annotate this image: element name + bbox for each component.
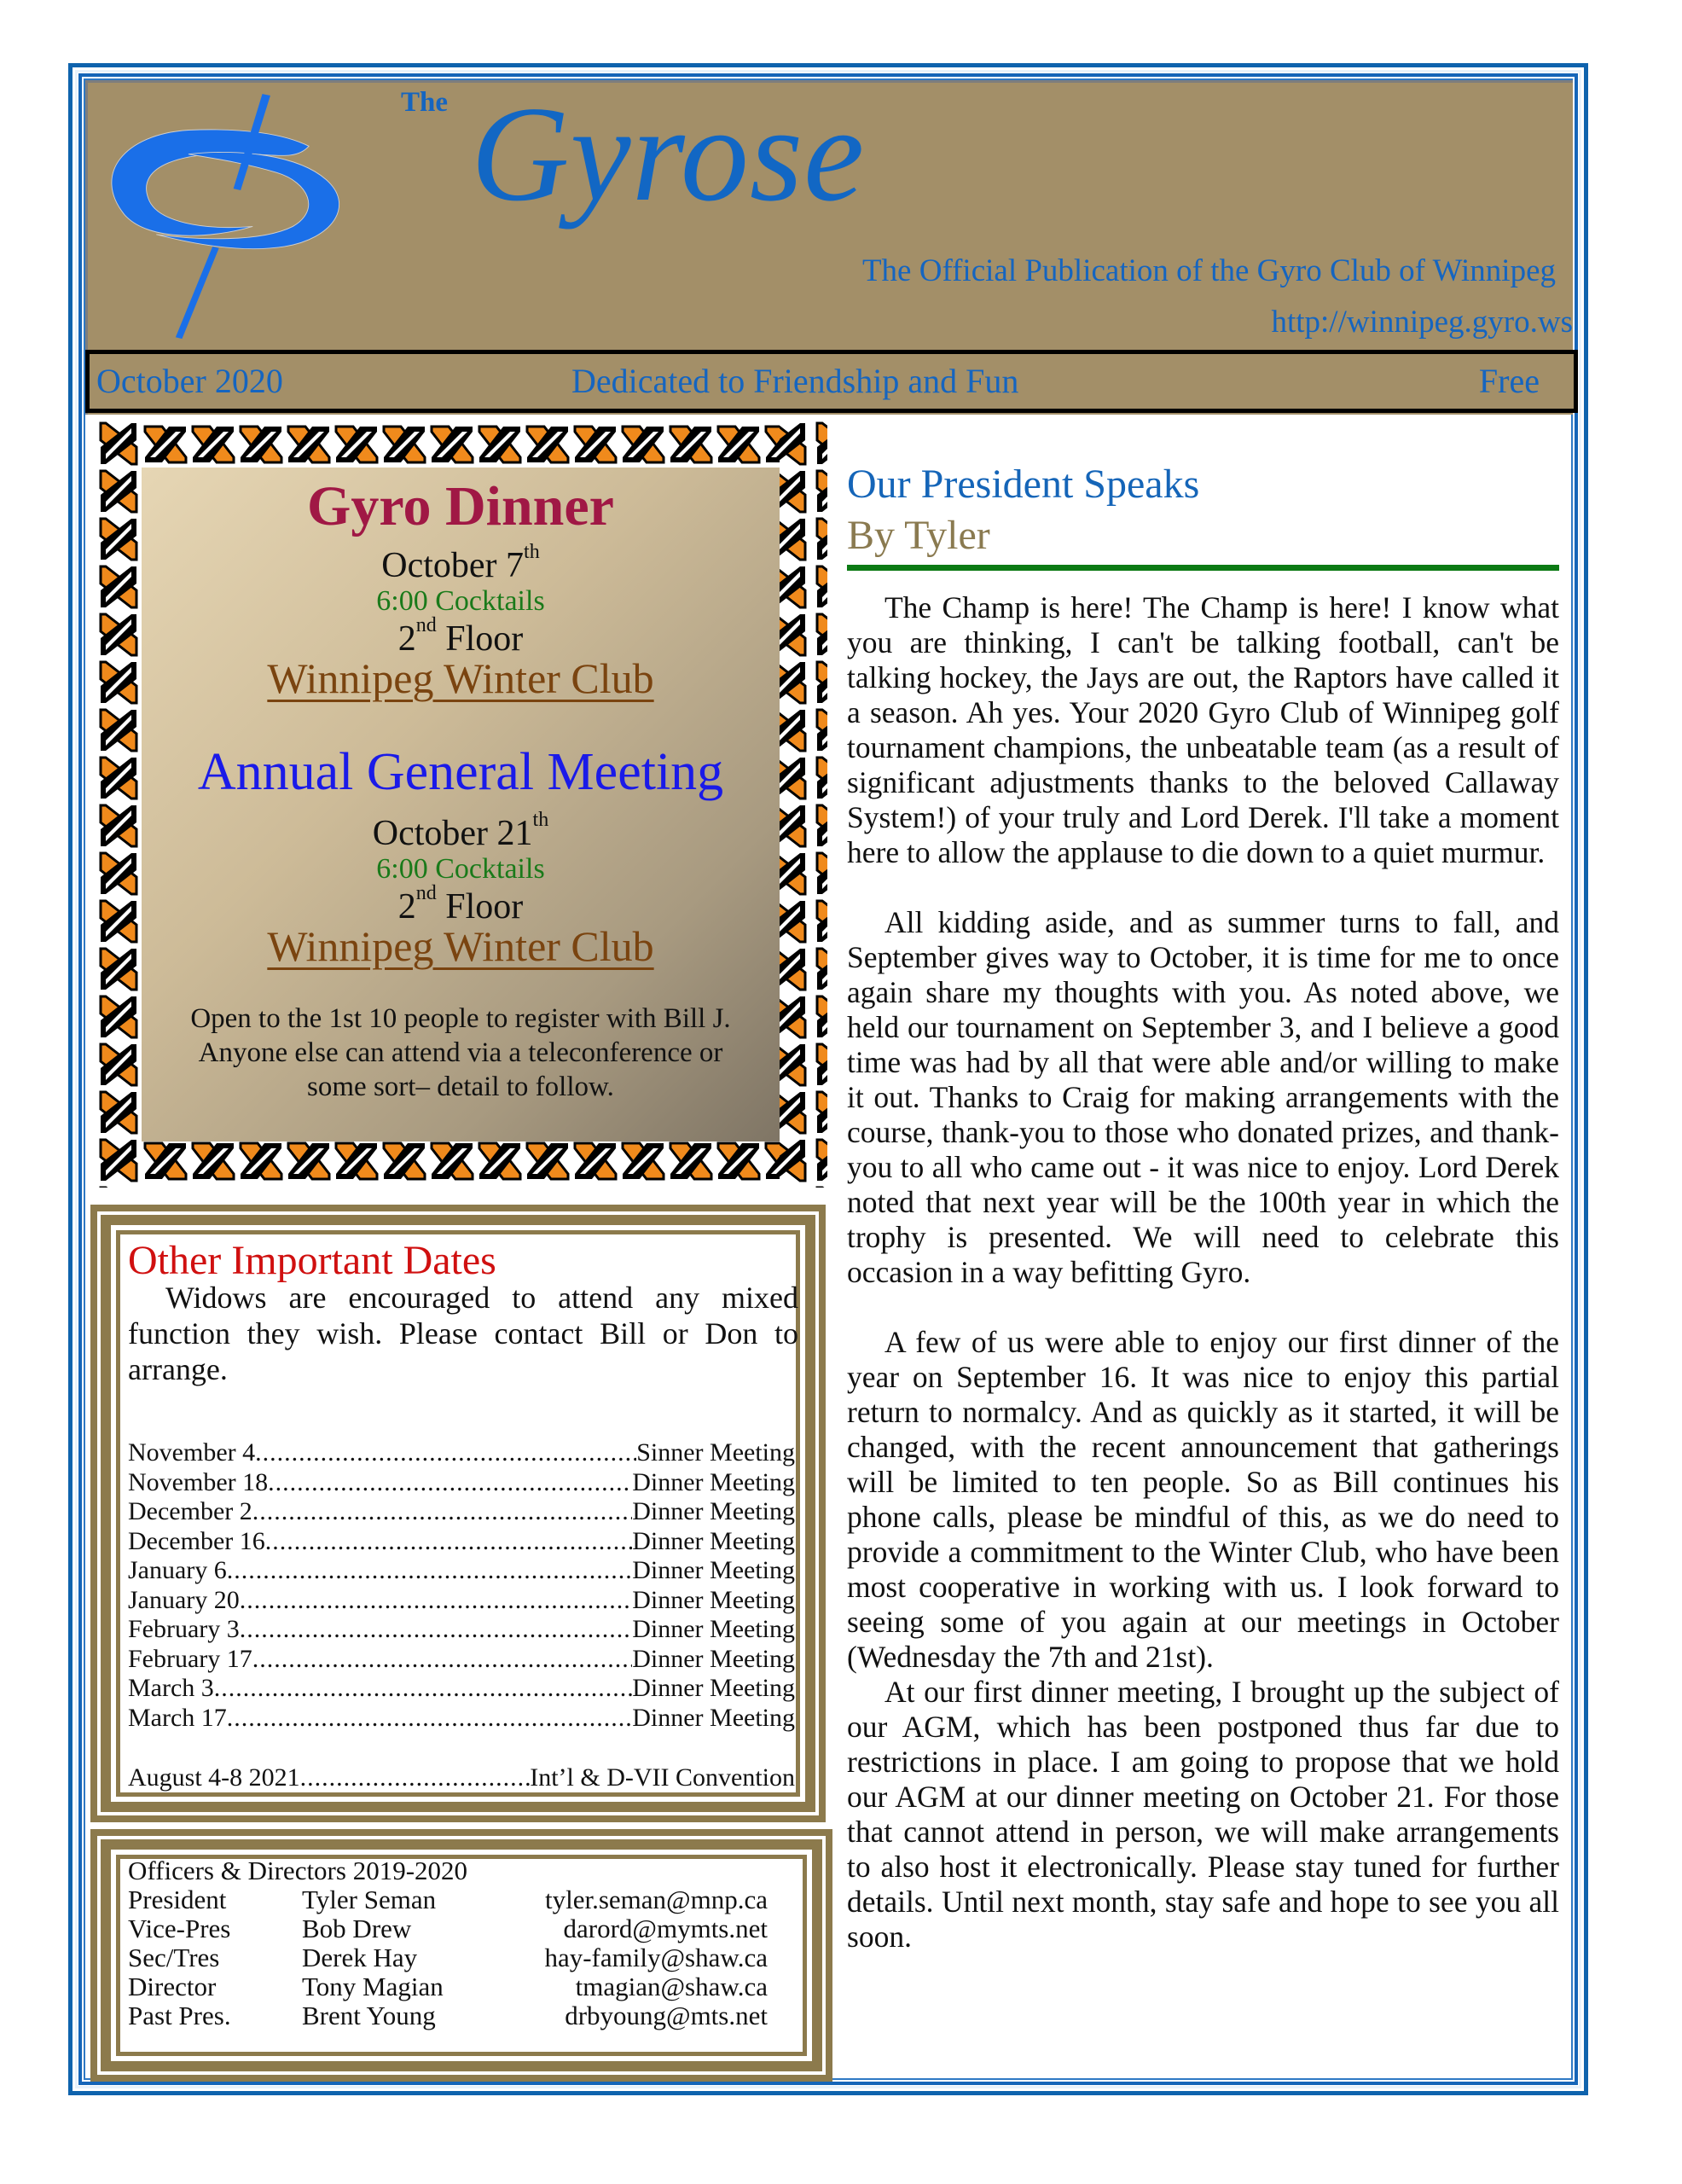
dot-leader xyxy=(227,1704,632,1734)
agm-date-suffix: th xyxy=(532,809,549,831)
agm-note-line: Anyone else can attend via a teleconference or xyxy=(198,1037,723,1068)
tagline: Dedicated to Friendship and Fun xyxy=(571,362,1019,400)
date-row xyxy=(128,1527,795,1557)
date-row xyxy=(128,1645,795,1675)
date-event: Dinner Meeting xyxy=(632,1615,795,1643)
issue-bar xyxy=(85,350,1578,413)
date-event: Dinner Meeting xyxy=(632,1585,795,1614)
other-dates-title: Other Important Dates xyxy=(128,1238,496,1283)
masthead-title: Gyrose xyxy=(471,78,866,229)
agm-title: Annual General Meeting xyxy=(197,743,724,801)
date-row xyxy=(128,1468,795,1498)
dot-leader xyxy=(240,1615,632,1645)
article-byline: By Tyler xyxy=(847,513,990,558)
masthead-subtitle: The Official Publication of the Gyro Club of Winnipeg xyxy=(861,253,1556,288)
agm-note-line: some sort– detail to follow. xyxy=(307,1072,614,1102)
date-row xyxy=(128,1615,795,1645)
date-label: November 18 xyxy=(128,1467,269,1496)
dinner-cocktails: 6:00 Cocktails xyxy=(376,585,545,617)
officer-email-link[interactable]: tyler.seman@mnp.ca xyxy=(545,1885,768,1914)
dinner-date-suffix: th xyxy=(524,541,540,563)
masthead-the: The xyxy=(401,87,449,118)
agm-date-text: October 21 xyxy=(372,814,533,853)
date-label: February 3 xyxy=(128,1615,240,1643)
dot-leader xyxy=(214,1674,632,1704)
convention-row xyxy=(128,1763,795,1793)
masthead-url-link[interactable]: http://winnipeg.gyro.ws xyxy=(1271,305,1573,340)
date-label: November 4 xyxy=(128,1438,256,1467)
date-row xyxy=(128,1704,795,1734)
officer-role: Vice-Pres xyxy=(128,1914,231,1943)
article-rule xyxy=(847,565,1559,571)
officer-row xyxy=(128,1914,768,1943)
officer-row xyxy=(128,1885,768,1914)
date-event: Dinner Meeting xyxy=(632,1703,795,1732)
officer-email-link[interactable]: darord@mymts.net xyxy=(563,1914,768,1943)
dot-leader xyxy=(240,1586,632,1616)
agm-note xyxy=(125,1002,797,1104)
date-row xyxy=(128,1556,795,1586)
officer-name: Tyler Seman xyxy=(302,1885,437,1914)
article-paragraph: A few of us were able to enjoy our first dinner of the year on September 16. It was nice to enjoy this partial return to normalcy. And as quickly as it started, it will be changed, with the recent announcement that gatherings will be limited to ten people. So as Bill continues his phone calls, please be mindful of this, as we do need to provide a commitment to the Winter Club, who have been most cooperative in working with us. I look forward to seeing some of you again at our meetings in October (Wednesday the 7th and 21st). xyxy=(847,1325,1559,1674)
dot-leader xyxy=(252,1645,632,1675)
officer-email-link[interactable]: tmagian@shaw.ca xyxy=(575,1972,768,2001)
dot-leader xyxy=(255,1438,636,1468)
date-event: Dinner Meeting xyxy=(632,1674,795,1702)
agm-floor-suffix: nd xyxy=(415,882,437,904)
event-panel xyxy=(142,468,780,1141)
agm-venue-link[interactable]: Winnipeg Winter Club xyxy=(267,922,654,970)
convention-event: Int’l & D-VII Convention xyxy=(530,1763,795,1792)
officer-name: Derek Hay xyxy=(302,1943,418,1972)
officer-role: President xyxy=(128,1885,227,1914)
officer-role: Sec/Tres xyxy=(128,1943,220,1972)
date-label: March 17 xyxy=(128,1703,227,1732)
agm-cocktails: 6:00 Cocktails xyxy=(376,853,545,885)
dinner-floor-num: 2 xyxy=(397,619,416,659)
date-event: Dinner Meeting xyxy=(632,1556,795,1584)
price: Free xyxy=(1478,362,1540,400)
dinner-title: Gyro Dinner xyxy=(307,475,614,537)
dot-leader xyxy=(252,1497,632,1527)
dinner-floor-suffix: nd xyxy=(415,614,437,636)
officer-row xyxy=(128,1972,768,2001)
dot-leader xyxy=(300,1763,531,1793)
agm-floor-num: 2 xyxy=(397,887,416,926)
officer-name: Brent Young xyxy=(302,2001,436,2030)
article-title: Our President Speaks xyxy=(847,462,1200,507)
article-body xyxy=(847,590,1559,1955)
officer-name: Bob Drew xyxy=(302,1914,412,1943)
officer-row xyxy=(128,1943,768,1972)
gyro-club-logo-icon xyxy=(92,82,365,355)
dates-list xyxy=(128,1438,795,1793)
date-row xyxy=(128,1497,795,1527)
agm-date xyxy=(142,809,780,854)
officers-title: Officers & Directors 2019-2020 xyxy=(128,1856,468,1885)
date-event: Sinner Meeting xyxy=(636,1438,795,1467)
article-paragraph: The Champ is here! The Champ is here! I know what you are thinking, I can't be talking football, can't be talking hockey, the Jays are out, the Raptors have called it a season. Ah yes. Your 2020 Gyro Club of Winnipeg golf tournament champions, the unbeatable team (as a result of significant adjustments thanks to the beloved Callaway System!) of your truly and Lord Derek. I'll take a moment here to allow the applause to die down to a quiet murmur. xyxy=(847,590,1559,869)
officer-role: Past Pres. xyxy=(128,2001,231,2030)
date-label: December 2 xyxy=(128,1497,252,1525)
article-paragraph: All kidding aside, and as summer turns to fall, and September gives way to October, it is time for me to once again share my thoughts with you. As noted above, we held our tournament on September 3, and I believe a good time was had by all that were able and/or willing to make it out. Thanks to Craig for making arrangements with the course, thank-you to those who donated prizes, and thank-you to all who came out - it was nice to enjoy. Lord Derek noted that next year will be the 100th year in which the trophy is presented. We will need to celebrate this occasion in a way befitting Gyro. xyxy=(847,905,1559,1289)
convention-date: August 4-8 2021 xyxy=(128,1763,300,1792)
date-event: Dinner Meeting xyxy=(632,1644,795,1673)
date-event: Dinner Meeting xyxy=(632,1526,795,1555)
agm-note-line: Open to the 1st 10 people to register with Bill J. xyxy=(190,1003,731,1034)
date-event: Dinner Meeting xyxy=(632,1497,795,1525)
date-row xyxy=(128,1674,795,1704)
dinner-date-text: October 7 xyxy=(381,546,525,585)
other-dates-intro: Widows are encouraged to attend any mixed function they wish. Please contact Bill or Don to arrange. xyxy=(128,1281,798,1386)
date-label: January 6 xyxy=(128,1556,227,1584)
date-label: January 20 xyxy=(128,1585,240,1614)
issue-date: October 2020 xyxy=(96,362,283,400)
dinner-venue-link[interactable]: Winnipeg Winter Club xyxy=(267,654,654,702)
date-label: February 17 xyxy=(128,1644,252,1673)
date-row xyxy=(128,1586,795,1616)
officer-role: Director xyxy=(128,1972,217,2001)
officer-name: Tony Magian xyxy=(302,1972,444,2001)
officer-email-link[interactable]: drbyoung@mts.net xyxy=(565,2001,768,2030)
date-label: March 3 xyxy=(128,1674,214,1702)
dot-leader xyxy=(227,1556,632,1586)
officer-row xyxy=(128,2001,768,2030)
dot-leader xyxy=(265,1527,632,1557)
date-event: Dinner Meeting xyxy=(632,1467,795,1496)
dinner-date xyxy=(142,541,780,586)
article-paragraph: At our first dinner meeting, I brought up the subject of our AGM, which has been postponed thus far due to restrictions in place. I am going to propose that we hold our AGM at our dinner meeting on October 21. For those that cannot attend in person, we will make arrangements to also host it electronically. Please stay tuned for further details. Until next month, stay safe and hope to see you all soon. xyxy=(847,1675,1559,1954)
dot-leader xyxy=(268,1468,632,1498)
dinner-floor-word: Floor xyxy=(445,619,524,659)
agm-floor-word: Floor xyxy=(445,887,524,926)
officer-email-link[interactable]: hay-family@shaw.ca xyxy=(544,1943,768,1972)
date-row xyxy=(128,1438,795,1468)
date-label: December 16 xyxy=(128,1526,265,1555)
